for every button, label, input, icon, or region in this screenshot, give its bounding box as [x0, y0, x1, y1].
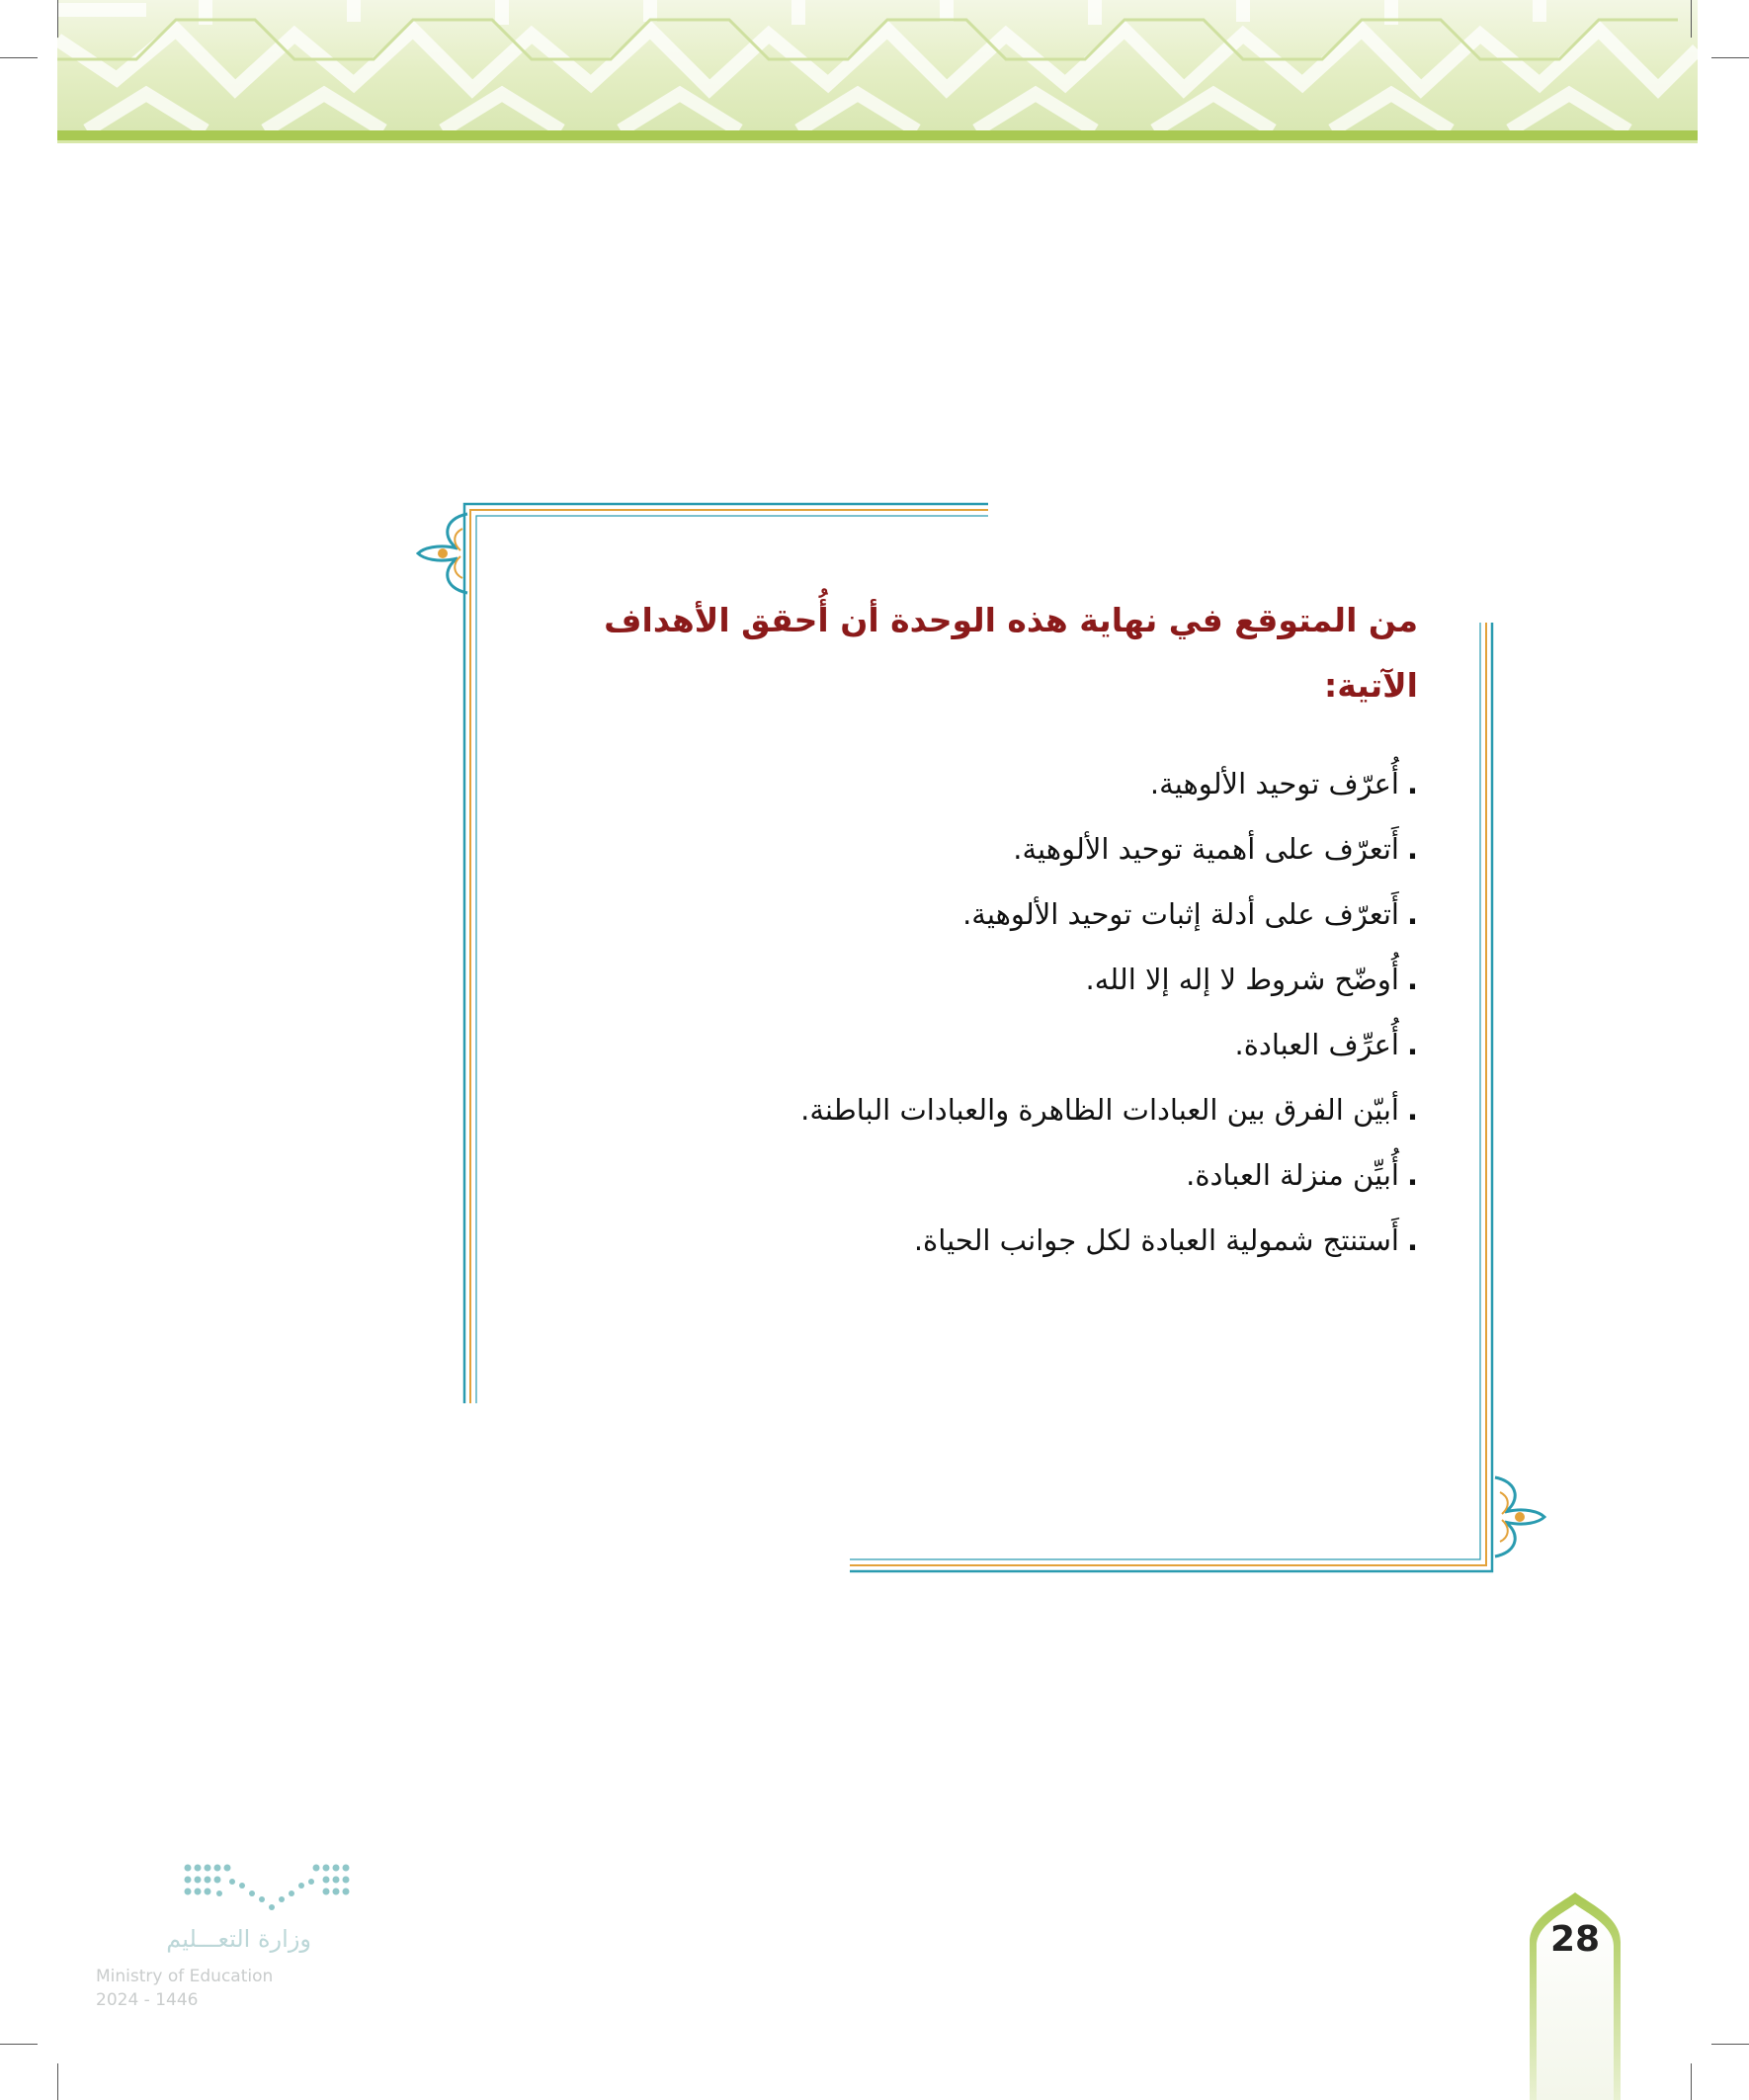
ministry-name-arabic: وزارة التعـــليم [166, 1925, 311, 1953]
crop-mark [1711, 2044, 1749, 2045]
goals-list [529, 751, 1418, 1273]
bullet: . [1406, 1028, 1418, 1061]
goal-text: أَستنتج شمولية العبادة لكل جوانب الحياة. [913, 1223, 1399, 1257]
bullet: . [1406, 897, 1418, 931]
ministry-year: 2024 - 1446 [96, 1990, 199, 2010]
bullet: . [1406, 1158, 1418, 1192]
list-item [529, 947, 1418, 1012]
goal-text: أُوضّح شروط لا إله إلا الله. [1085, 963, 1399, 996]
bullet: . [1406, 767, 1418, 800]
goal-text: أُعرِّف العبادة. [1234, 1028, 1399, 1061]
list-item [529, 751, 1418, 816]
crop-mark [57, 2063, 58, 2100]
arabesque-ornament-icon [1490, 1472, 1549, 1561]
header-pattern-icon [57, 0, 1698, 130]
crop-mark [57, 0, 58, 38]
crop-mark [0, 2044, 38, 2045]
list-item [529, 816, 1418, 882]
goal-text: أبيّن الفرق بين العبادات الظاهرة والعبادات الباطنة. [800, 1093, 1399, 1127]
ministry-dots-logo-icon [178, 1858, 356, 1917]
goal-text: أَتعرّف على أهمية توحيد الألوهية. [1013, 832, 1399, 866]
crop-mark [1711, 57, 1749, 58]
list-item [529, 1208, 1418, 1273]
ministry-name-english: Ministry of Education [96, 1967, 274, 1986]
list-item [529, 1142, 1418, 1208]
page-number: 28 [1549, 1919, 1601, 1960]
list-item [529, 1012, 1418, 1077]
header-divider-light [57, 140, 1698, 143]
bullet: . [1406, 832, 1418, 866]
header-band [57, 0, 1698, 130]
goal-text: أُبيِّن منزلة العبادة. [1186, 1158, 1399, 1192]
crop-mark [1691, 2063, 1692, 2100]
list-item [529, 1077, 1418, 1142]
bullet: . [1406, 1223, 1418, 1257]
list-item [529, 882, 1418, 947]
goal-text: أَتعرّف على أدلة إثبات توحيد الألوهية. [962, 897, 1399, 931]
bullet: . [1406, 1093, 1418, 1127]
goals-heading [529, 588, 1418, 718]
goals-heading-line1: من المتوقع في نهاية هذه الوحدة أن أُحقق الأهداف [604, 601, 1418, 639]
arabesque-ornament-icon [413, 509, 472, 598]
crop-mark [0, 57, 38, 58]
bullet: . [1406, 963, 1418, 996]
crop-mark [1691, 0, 1692, 38]
header-divider [57, 130, 1698, 140]
goals-heading-line2: الآتية: [1324, 666, 1418, 705]
goal-text: أُعرّف توحيد الألوهية. [1149, 767, 1399, 800]
